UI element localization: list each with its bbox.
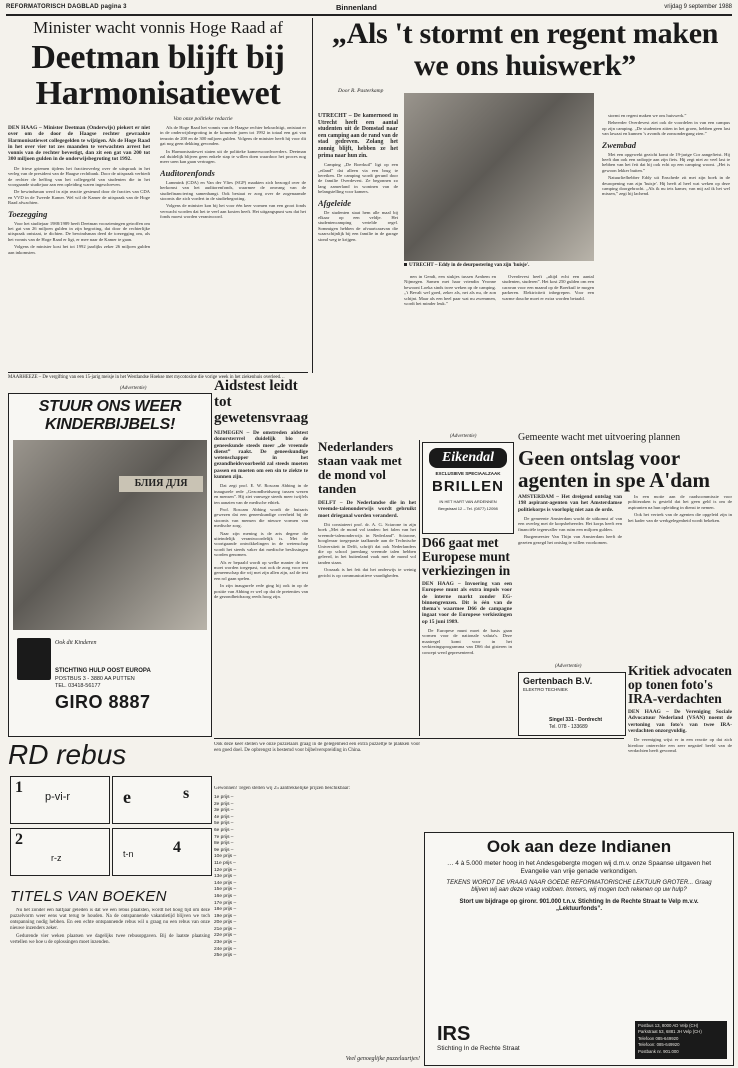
rebus-tile-2 (112, 776, 212, 824)
deetman-divider (8, 372, 308, 373)
kinder-ad-title: STUUR ONS WEER KINDERBIJBELS! (38, 398, 182, 433)
eikendal-product: BRILLEN (432, 478, 504, 495)
kinder-ad-postbus: POSTBUS 3 - 3880 AA PUTTEN (55, 676, 135, 682)
d66-headline: D66 gaat met Europese munt verkiezingen in (422, 535, 511, 578)
deetman-col-1: DEN HAAG – Minister Deetman (Onderwijs) piekert er niet over om de door de Haagse rechter gewraakte Harmonisatiewet collegegelden te wijzigen. Als de Hoge Raad in het over vier tot zes maanden te verwachten arrest het vonnis van de rechter bevestigt, dan zit een gat van 200 tot 300 miljoen gulden in de onderwijsbegroting tot 1992. De friese griemen tijdens het fractieoverleg over de uitspraak in het verleg van de president van de Haagse rechtbank. Door de uitspraak verbiedt de rechter de heffing van het collegegeld van studenten die in het voorgaande studiejaar aan een opleiding waren ingeschreven. De bewindsman werd in zijn reactie gesteund door de fracties van CDA en VVD in de Tweede Kamer. Wel wil de Kamer de uitspraak van de Hoge Raad afwachten. Toezegging Voor het studiejaar 1988/1989 heeft Deetman voorzieningen getroffen om het gat van 26 miljoen gulden in zijn begroting, dat door de rechterlijke uitspraak ontstaat, te dichten. De bewindsman deed de toezegging om, als het vonnis van de Hoge Raad er ligt, er mee naar de Kamer te gaan. Volgens de minister kost het tot 1992 jaarlijks zeker 26 miljoen gulden aan inkomsten. (8, 125, 150, 255)
indianen-call: TEKENS WORDT DE VRAAG NAAR GOEDE REFORMATORISCHE LEKTUUR GROTER... Graag blijven wij aan deze vraag voldoen. Immers, wij mogen toch rekenen op uw hulp? (446, 880, 712, 894)
deetman-headline: Deetman blijft bij Harmonisatiewet (31, 39, 285, 112)
prize-item: 5e prijs – (214, 821, 234, 827)
eikendal-address: Bergstraat 12 – Tel. (0877) 12098 (438, 506, 498, 511)
eikendal-tagline: EXCLUSIEVE SPECIAALZAAK (435, 471, 501, 476)
onslag-article (518, 432, 732, 662)
prize-item: 11e prijs – (214, 860, 236, 866)
bullet-square-icon (404, 263, 407, 266)
column-divider-2 (419, 440, 420, 736)
rebus-section (8, 740, 212, 1066)
huiswerk-sub-afgeleide: Afgeleide (318, 197, 352, 208)
deetman-sub-toezegging: Toezegging (8, 208, 48, 219)
irs-logo: IRS (437, 1023, 471, 1045)
rebus-tile-text-6: s (183, 785, 190, 802)
huiswerk-caption-text: UTRECHT – Eddy in de deurpostering van zijn 'huisje'. (409, 263, 530, 268)
prize-item: 9e prijs – (214, 847, 234, 853)
prize-item: 14e prijs – (214, 880, 237, 886)
prize-item: 6e prijs – (214, 827, 234, 833)
irs-name: Stichting In de Rechte Straat (437, 1045, 520, 1052)
rebus-tile-number-2: 2 (15, 831, 23, 848)
huiswerk-photo (404, 93, 594, 261)
kritiek-article: Kritiek advocaten op tonen foto's IRA-verdachten DEN HAAG – De Vereniging Sociale Advocatuur Nederland (VSAN) noemt de vertoning van foto's van twee IRA-verdachten onzorgvuldig. De vereniging wijst er in een reactie op dat zich hierdoor onterechte een zeer negatief beeld van de verdachten heeft gevormd. (628, 663, 732, 753)
kinder-ad-emblem (17, 638, 51, 680)
kinder-ad-stichting: STICHTING HULP OOST EUROPA (55, 668, 151, 674)
onslag-col-2: In een motie aan de raadscommissie voor politiezaken is gesteld dat het geen geld is om de aspiranten na hun opleiding in dienst te nemen. Ook het vertrek van de agenten die opgeleid zijn in het kader van de werkgelegenheid wordt bekeken. (628, 494, 732, 523)
huiswerk-col-4: stormt en regent maken we ons huiswerk.” Beheerder Overdevest ziet ook de voordelen in van een campus op zijn camping. „De studenten zitten in het groen, hebben geen last van lawaai en kunnen ’s avonds de zonsondergang zien.” Zwembad Met een opgewekt gezicht komt de 19-jarige Cor aangefietst. Hij heeft dan ook een radiopje aan zijn fiets. Hij zegt niet zo veel last te hebben van het feit dat hij ook echt op een camping woont. „Het is gewoon lekker buiten.” Natuurliefhebber Eddy uit Enschede zit met zijn boek in de deuropening van zijn 'huisje'. Hij heeft al heel wat weken op deze camping doorgebracht. „Als ik nu iets kamer, van mij zal ik het wel missen,” zegt hij lachend. (602, 113, 730, 197)
paper-name: REFORMATORISCH DAGBLAD pagina 3 (6, 4, 127, 10)
prize-item: 20e prijs – (214, 920, 237, 926)
book-text-paragraph: Nu het zonder een halfjaar geleden is dat we een rebus plaatsten, wordt het hoog tijd om deze puzzelvorm weer eens wat terug te houden. Na de ontspannende vakantietijd blijven we toch ontspanning nodig hebben. En een echte ontspannende rebus wil u graag nu een rebus van onze nieuwe inzenders zeker. (10, 908, 210, 931)
eikendal-brand: Eikendal (429, 448, 507, 468)
kritiek-lead: DEN HAAG – De Vereniging Sociale Advocatuur Nederland (VSAN) noemt de vertoning van foto's van twee IRA-verdachten onzorgvuldig. (628, 709, 732, 734)
prize-item: 10e prijs – (214, 854, 237, 860)
eikendal-ad-label: (Advertentie) (450, 434, 477, 439)
huiswerk-col-1: UTRECHT – De kamernood in Utrecht heeft een aantal studenten uit de Domstad naar een camping aan de rand van de stad gedreven. Zolang het zonnig blijft, hebben ze het prima naar hun zin. Camping „De Boerkuil” ligt op een „eiland” dat alleen via een brug te bereiken. De camping wordt gerund door de familie Overdevest. Ze begonnen zo lang zamerland in woninen van de belangstelling voor kamers. Afgeleide De studenten staat hem alle maal bij elkaar op een veldje. Het studentencamping vertelde regel. Sommigen hebben de afvaartcaravan die waarschijnlijk bij een familie in de garage stond weg te krijgen. (318, 113, 398, 242)
rebus-tile-4 (112, 828, 212, 876)
huiswerk-sub-zwembad: Zwembad (602, 139, 636, 150)
kinder-ad-russian-book: БЛИЯ ДЛЯ (119, 476, 203, 492)
prize-list (214, 795, 420, 960)
prize-item: 8e prijs – (214, 841, 234, 847)
prize-item: 15e prijs – (214, 887, 237, 893)
kinder-ad-tel: TEL. 03418-56177 (55, 683, 101, 689)
prize-item: 16e prijs – (214, 893, 237, 899)
mid-horizontal-rule (214, 738, 624, 739)
prize-item: 19e prijs – (214, 913, 237, 919)
irs-address-line: Postbank nr. 901.000 (638, 1048, 679, 1054)
prize-item: 2e prijs – (214, 801, 234, 807)
kinder-ad-giro: GIRO 8887 (55, 692, 151, 712)
prize-item: 18e prijs – (214, 907, 237, 913)
huiswerk-photo-caption (404, 263, 594, 269)
prize-item: 24e prijs – (214, 946, 237, 952)
onslag-lead: AMSTERDAM – Het dreigend ontslag van 198 aspirant-agenten van het Amsterdamse politiekorps is voorlopig niet aan de orde. (518, 494, 622, 513)
rebus-intro: Ook deze keer stellen we onze puzzelaars graag in de gelegenheid een extra puzzeltje te plakken voor een goed doel. De opbrengst is bestemd voor bijbelverspreiding in China. (214, 742, 420, 753)
onslag-col-1: AMSTERDAM – Het dreigend ontslag van 198 aspirant-agenten van het Amsterdamse politiekorps is voorlopig niet aan de orde. De gemeente Amsterdam wacht de uitkomst af van een overleg met de korpsbeheerder. Het korps heeft een financiële tegenvaller van ruim een miljoen gulden. Burgemeester Van Thijn van Amsterdam heeft de gezeten gezegd het ontslag te willen voorkomen. (518, 494, 622, 545)
huiswerk-lead: UTRECHT – De kamernood in Utrecht heeft een aantal studenten uit de Domstad naar een camping aan de rand van de stad gedreven. Zolang het zonnig blijft, hebben ze het prima naar hun zin. (318, 113, 398, 159)
book-text: Nu het zonder een halfjaar geleden is dat we een rebus plaatsten, wordt het hoog tijd om deze puzzelvorm weer eens wat terug te houden. Na de ontspannende vakantietijd blijven we toch ontspanning nodig hebben. En een echte ontspannende rebus wil u graag nu een rebus van onze nieuwe inzenders zeker. Gedurende vier weken plaatsen we dagelijks twee rebusopgaven. Bij de laatste plaatsing vertellen we hoe u de oplossingen moet inzenden. (10, 908, 210, 945)
mondvol-article: Nederlanders staan vaak met de mond vol tanden DELFT – De Nederlandse die in het vreemde-talenonderwijs wordt gebruikt moet drieganal worden veranderd. Dit constateert prof. dr. A. G. Sciarone in zijn boek „Met de mond vol tanden: het falen van het vreemde-talenonderwijs in Nederland”. Sciarone, hoogleraar toegepaste taalkunde aan de Technische Universiteit in Delft, schrijft dat ook Nederlanders die op school jarenlang vreemde talen hebben geleerd, in het buitenland vaak met de mond vol tanden staan. Oorzaak is het feit dat het onderwijs te weinig gericht is op communicatieve vaardigheden. (318, 439, 416, 578)
d66-article: D66 gaat met Europese munt verkiezingen in DEN HAAG – Invoering van een Europese munt als extra impuls voor de interne markt zonder EG-binnengrenzen. Dit is één van de thema's waarmee D66 de campagne ingaat voor de Europese verkiezingen op 15 juni 1989. De Europese munt moet de basis gaan vormen voor de nationale valuta's. Deze maatregel komt voor in het verkiezingsprogramma van D66 dat gisteren in concept werd gepresenteerd. (422, 535, 512, 655)
prize-item: 25e prijs – (214, 953, 237, 959)
deetman-kicker: Minister wacht vonnis Hoge Raad af (33, 18, 283, 37)
irs-address-line: Parkstraat 53, 6881 JH Velp (CH) (638, 1029, 702, 1035)
prize-item: 21e prijs – (214, 926, 237, 932)
book-title: TITELS VAN BOEKEN (10, 888, 167, 905)
rebus-tile-3 (10, 828, 110, 876)
section-name: Binnenland (336, 3, 377, 12)
irs-address-line: Telefoon 085-649920 (638, 1035, 679, 1041)
huiswerk-article (318, 18, 732, 428)
aidstest-lead: NIJMEGEN – De omstreden aidstest donorsterrrel duidelijk bio de geneeskunde steeds meer „de vreemde dienst” raakt. De geneeskundige wetenschapper in het gezondheidsvoorbeeld zal steeds moeten passen en moeten om een sin te ziekte te kunnen zijn. (214, 430, 308, 481)
gertenbach-ad (518, 672, 626, 736)
deetman-lead: DEN HAAG – Minister Deetman (Onderwijs) piekert er niet over om de door de Haagse rechter gewraakte Harmonisatiewet collegegelden te wijzigen. Als de Hoge Raad in het over vier tot zes maanden te verwachten arrest het vonnis van de rechter bevestigt, dan zit een gat van 200 tot 300 miljoen gulden in de onderwijsbegroting tot 1992. (8, 125, 150, 163)
irs-address-line: Postbus 13, 8000 AD Velp (CH) (638, 1023, 699, 1028)
onslag-headline: Geen ontslag voor agenten in spe A'dam (518, 446, 710, 492)
rebus-title: RD rebus (8, 739, 127, 770)
indianen-giro: Stort uw bijdrage op gironr. 901.000 t.n.v. Stichting In de Rechte Straat te Velp m.v.v. „Lektuurfonds”. (459, 898, 699, 913)
eikendal-ad (422, 442, 514, 534)
rebus-tile-text-4: t-n (123, 849, 134, 859)
prize-item: 13e prijs – (214, 874, 237, 880)
gertenbach-tel: Tel. 078 - 133689 (549, 724, 588, 730)
kinder-ad-photo (13, 440, 207, 630)
d66-lead: DEN HAAG – Invoering van een Europese munt als extra impuls voor de interne markt zonder EG-binnengrenzen. Dit is één van de thema's waarmee D66 de campagne ingaat voor de Europese verkiezingen op 15 juni 1989. (422, 581, 512, 625)
aidstest-headline: Aidstest leidt tot gewetensvraag (214, 378, 309, 426)
huiswerk-col-3: Overdevest heeft „altijd echt een aantal studenten, studeren”. Het kost 250 gulden om een caravan voor een maand op de Boerkuil te mogen parkeren. Elektriciteit inbegrepen. Voor een warme douche moet er extra worden betaald. (502, 274, 594, 301)
irs-address-line: Telefoon: 085-649920 (638, 1042, 680, 1048)
rebus-tile-text-2: e (123, 787, 131, 807)
onslag-kicker: Gemeente wacht met uitvoering plannen (518, 432, 681, 443)
kritiek-headline: Kritiek advocaten op tonen foto's IRA-verdachten (628, 663, 732, 706)
huiswerk-byline: Door R. Pasterkamp (338, 88, 384, 94)
rebus-tile-text-5: 4 (173, 839, 181, 856)
rebus-winners-intro: Gewonnen! Tegen stellen wij 25 aantrekkelijke prijzen beschikbaar: (214, 786, 351, 791)
rebus-prizes (214, 742, 420, 1066)
indianen-sub: … 4 à 5.000 meter hoog in het Andesgebergte mogen wij d.m.v. onze Spaanse uitgaven het Evangelie van vrije genade verkondigen. (446, 860, 712, 875)
column-divider-1 (312, 18, 313, 373)
prize-item: 23e prijs – (214, 940, 237, 946)
deetman-byline: Van onze politieke redactie (173, 116, 233, 122)
kinder-ad-label: (Advertentie) (120, 386, 147, 391)
mondvol-lead: DELFT – De Nederlandse die in het vreemde-talenonderwijs wordt gebruikt moet drieganal worden veranderd. (318, 500, 416, 519)
maarheeze-caption: MAARHEEZE – De vergifting van een 15-jarig meisje in het Westlandse Hoekse met mycotoxine die vorige week in het ziekenhuis overleed… (8, 375, 285, 380)
rebus-tile-text-1: p-vi-r (45, 791, 71, 803)
gertenbach-name: Gertenbach B.V. (523, 676, 593, 686)
prize-item: 7e prijs – (214, 834, 234, 840)
eikendal-city: IN HET HART VAN ARDENNEN (439, 499, 497, 504)
deetman-col-2: Als de Hoge Raad het vonnis van de Haagse rechter bekrachtigt, ontstaat er in de onderwijsbegroting in de komende jaren tot 1992 in totaal een gat van tenzoin de 200 en de 300 miljoen gulden. Volgens de minister heeft hij voor dit gat nog geen dekking gevonden. In Harmonisatiewet staten uit de politieke kamerwoordvoerders. Deetman zal duidelijk blijven geen enkele stap te willen doen waardoor het proces nog meer uren kan gaan vertragen. Auditorenfonds Lammink (CDA) en Van der Vlies (SGP) maakten zich bezorgd over de herkomst van het auditorenfonds, waarmee de omvang van de studiefinanciering samenhangt. Ook bestaat er zorg over de zogenaamde stoornis die zich vordert in de studiebegroting. Volgens de minister kon bij het voor één keer vormen van een groot fonds verwacht worden dat het te veel aan kosten heeft. Het uitgangspunt was dat het fonds moest worden verantwoord. (160, 125, 306, 220)
prize-item: 3e prijs – (214, 808, 234, 814)
huiswerk-col-2: nen in Gendt, een stukjes tussen Arnhem en Nijmegen. Samen met haar vriendin Yvonne bewoont Loeka sinds twee weken op de camping. „'t Bevalt wel goed, zeker als, net als nu, de zon schijnt. Maar als een heel paar wat nu zwemmen, wordt het minder leuk.” (404, 274, 496, 307)
rebus-tile-text-3: r-z (51, 853, 62, 863)
prize-item: 12e prijs – (214, 867, 237, 873)
gertenbach-ad-label: (Advertentie) (555, 664, 582, 669)
prize-item: 22e prijs – (214, 933, 237, 939)
rebus-tile-1 (10, 776, 110, 824)
rebus-signoff: Veel genoeglijke puzzeluurtjes! (345, 1056, 420, 1062)
irs-address-box (635, 1021, 727, 1059)
deetman-sub-auditorenfonds: Auditorenfonds (160, 167, 215, 178)
indianen-title: Ook aan deze Indianen (486, 837, 672, 856)
mondvol-headline: Nederlanders staan vaak met de mond vol tanden (318, 439, 402, 496)
gertenbach-sub: ELEKTRO TECHNIEK (523, 687, 568, 692)
kinder-ad (8, 393, 212, 737)
header-rule (6, 14, 732, 16)
huiswerk-headline: „Als 't stormt en regent maken we ons huiswerk” (331, 17, 719, 82)
prize-item: 4e prijs – (214, 814, 234, 820)
deetman-article (8, 18, 308, 378)
rebus-tile-number-1: 1 (15, 779, 23, 796)
prize-item: 17e prijs – (214, 900, 237, 906)
kinder-ad-tag: Ook dit Kinderen (55, 640, 97, 646)
gertenbach-address: Singel 331 - Dordrecht (549, 717, 603, 723)
indianen-ad (424, 832, 734, 1066)
page-date: vrijdag 9 september 1988 (664, 4, 732, 10)
prize-item: 1e prijs – (214, 795, 234, 800)
aidstest-article: Aidstest leidt tot gewetensvraag NIJMEGEN – De omstreden aidstest donorsterrrel duidelijk bio de geneeskunde steeds meer „de vreemde dienst” raakt. De geneeskundige wetenschapper in het gezondheidsvoorbeeld zal steeds moeten passen en moeten om een sin te ziekte te kunnen zijn. Dat zegt prof. E. W. Roscam Abbing in de inaugurele rede „Gezondheidszorg tussen wezen en mensen”. Hij ziet vanwege steeds meer twijfels ten aanzien van de medische ethiek. Prof. Roscam Abbing wordt de huisarts gewezen dat een geneeskundige overheid bij de stoornis van mensen die nieuwe vormen van medische zorg. Naar zijn mening is de arts degene die uiteindelijk verantwoordelijk is. Met de voortgaande ontwikkelingen in de wetenschap wordt het steeds vaker dat medische beslissingen worden genomen. Als er bepaald wordt op welke manier de test moet worden toegepast, wat ook de zorg voor een gemeenschap die wij met zijn allen zijn, zal de test een rol gaan spelen. In zijn inaugurele rede ging hij ook in op de positie van Abbing er wel op dat de pretenties van de gezondheidszorg reeds hoog zijn. (214, 378, 309, 600)
